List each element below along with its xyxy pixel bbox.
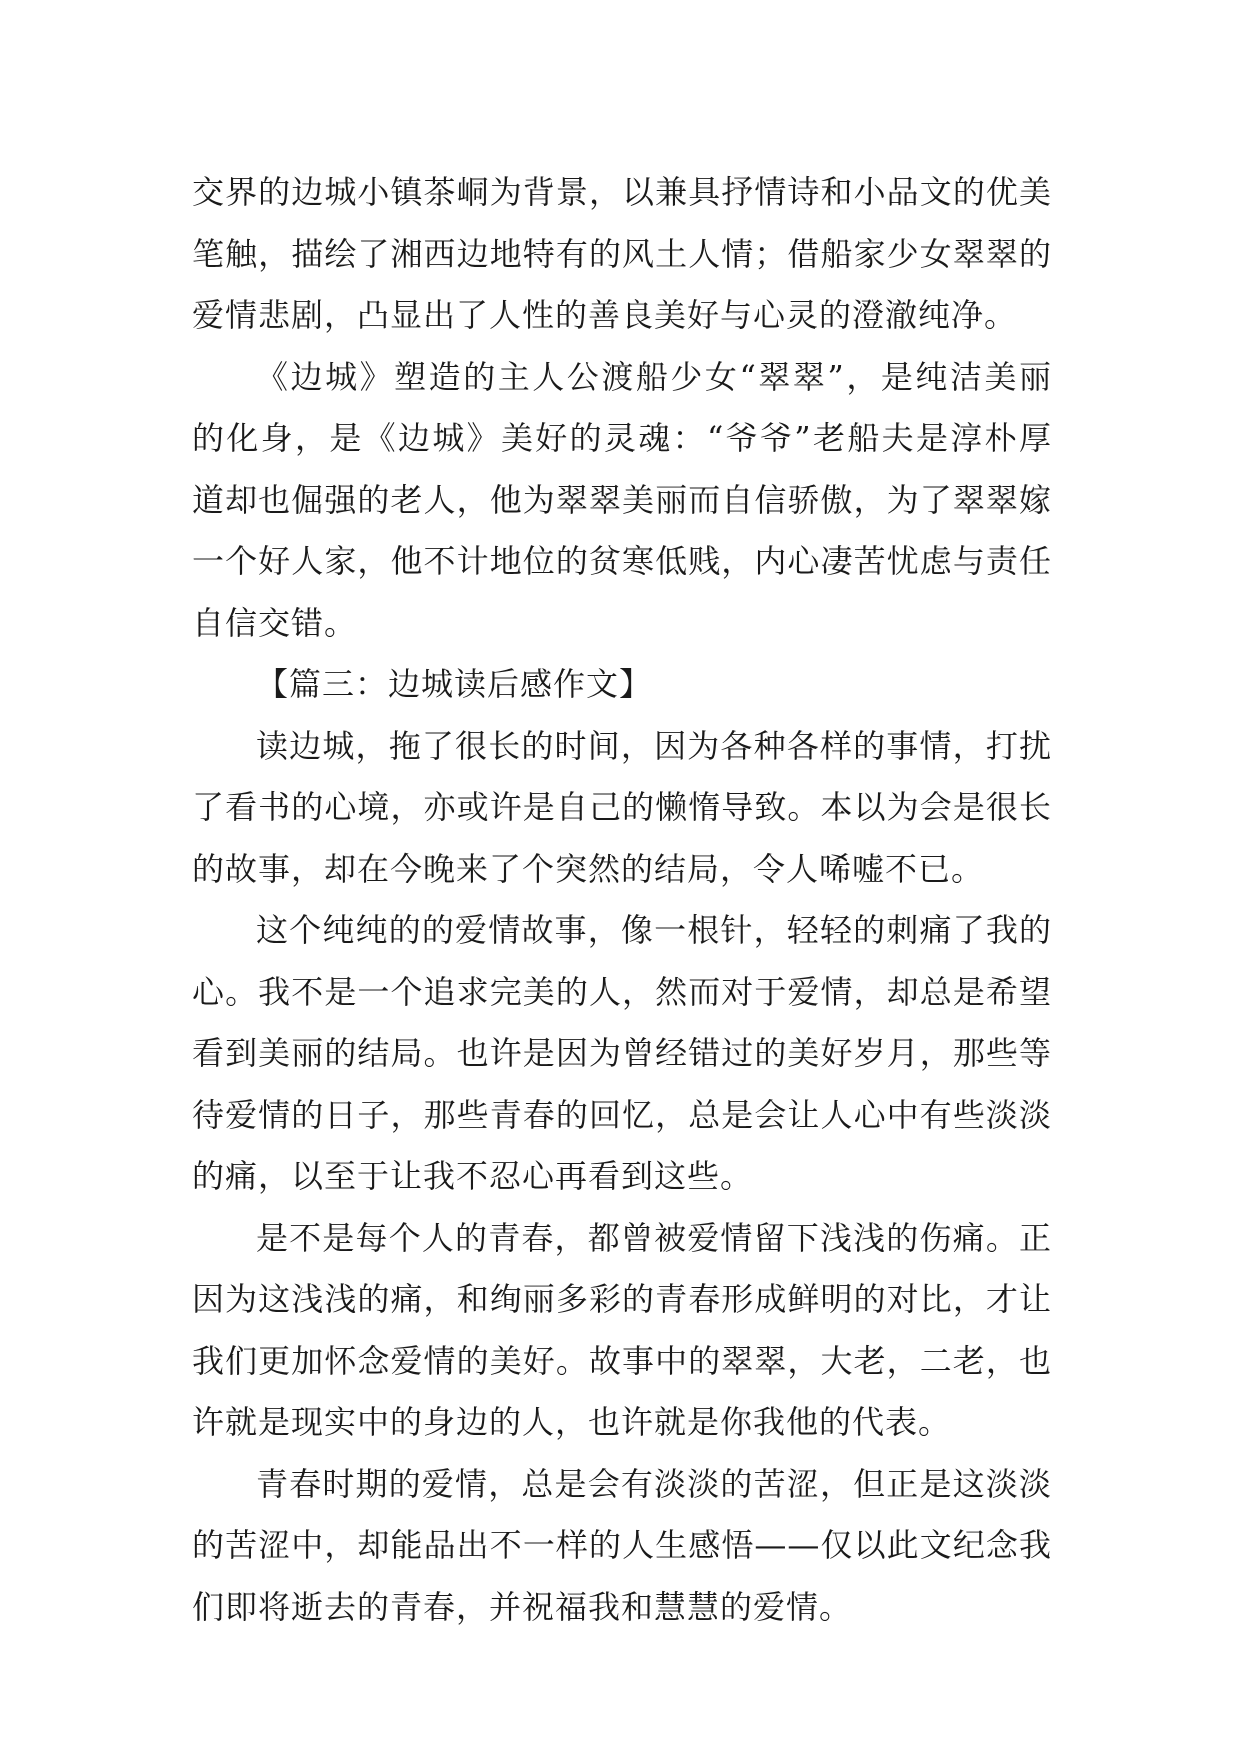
paragraph-3-line-1: 读边城，拖了很长的时间，因为各种各样的事情，打扰 xyxy=(256,726,1052,765)
paragraph-4-line-5: 的痛，以至于让我不忍心再看到这些。 xyxy=(192,1157,754,1195)
paragraph-3-line-3: 的故事，却在今晚来了个突然的结局，令人唏嘘不已。 xyxy=(192,849,985,888)
paragraph-1-line-2: 笔触，描绘了湘西边地特有的风土人情；借船家少女翠翠的 xyxy=(192,234,1052,273)
paragraph-5-line-3: 我们更加怀念爱情的美好。故事中的翠翠，大老，二老，也 xyxy=(192,1341,1052,1380)
paragraph-3-line-2: 了看书的心境，亦或许是自己的懒惰导致。本以为会是很长 xyxy=(192,788,1052,826)
paragraph-4-line-4: 待爱情的日子，那些青春的回忆，总是会让人心中有些淡淡 xyxy=(192,1095,1052,1134)
paragraph-1-line-1: 交界的边城小镇茶峒为背景，以兼具抒情诗和小品文的优美 xyxy=(192,173,1052,211)
text-body xyxy=(192,162,1052,1638)
paragraph-2-line-5: 自信交错。 xyxy=(192,603,358,642)
paragraph-2-line-3: 道却也倔强的老人，他为翠翠美丽而自信骄傲，为了翠翠嫁 xyxy=(192,480,1052,519)
paragraph-4-line-3: 看到美丽的结局。也许是因为曾经错过的美好岁月，那些等 xyxy=(192,1034,1052,1072)
paragraph-6-line-3: 们即将逝去的青春，并祝福我和慧慧的爱情。 xyxy=(192,1587,853,1626)
paragraph-2-line-2: 的化身，是《边城》美好的灵魂：“爷爷”老船夫是淳朴厚 xyxy=(192,419,1052,457)
section-heading: 【篇三：边城读后感作文】 xyxy=(256,665,653,703)
paragraph-5-line-4: 许就是现实中的身边的人，也许就是你我他的代表。 xyxy=(192,1403,952,1441)
paragraph-4-line-1: 这个纯纯的的爱情故事，像一根针，轻轻的刺痛了我的 xyxy=(256,911,1052,949)
paragraph-4-line-2: 心。我不是一个追求完美的人，然而对于爱情，却总是希望 xyxy=(192,972,1052,1011)
paragraph-6-line-1: 青春时期的爱情，总是会有淡淡的苦涩，但正是这淡淡 xyxy=(256,1464,1052,1503)
paragraph-2-line-1: 《边城》塑造的主人公渡船少女“翠翠”，是纯洁美丽 xyxy=(256,357,1052,396)
paragraph-5-line-1: 是不是每个人的青春，都曾被爱情留下浅浅的伤痛。正 xyxy=(256,1218,1052,1257)
paragraph-2-line-4: 一个好人家，他不计地位的贫寒低贱，内心凄苦忧虑与责任 xyxy=(192,542,1052,580)
paragraph-1-line-3: 爱情悲剧，凸显出了人性的善良美好与心灵的澄澈纯净。 xyxy=(192,296,1018,334)
paragraph-6-line-2: 的苦涩中，却能品出不一样的人生感悟——仅以此文纪念我 xyxy=(192,1526,1052,1564)
paragraph-5-line-2: 因为这浅浅的痛，和绚丽多彩的青春形成鲜明的对比，才让 xyxy=(192,1280,1052,1318)
